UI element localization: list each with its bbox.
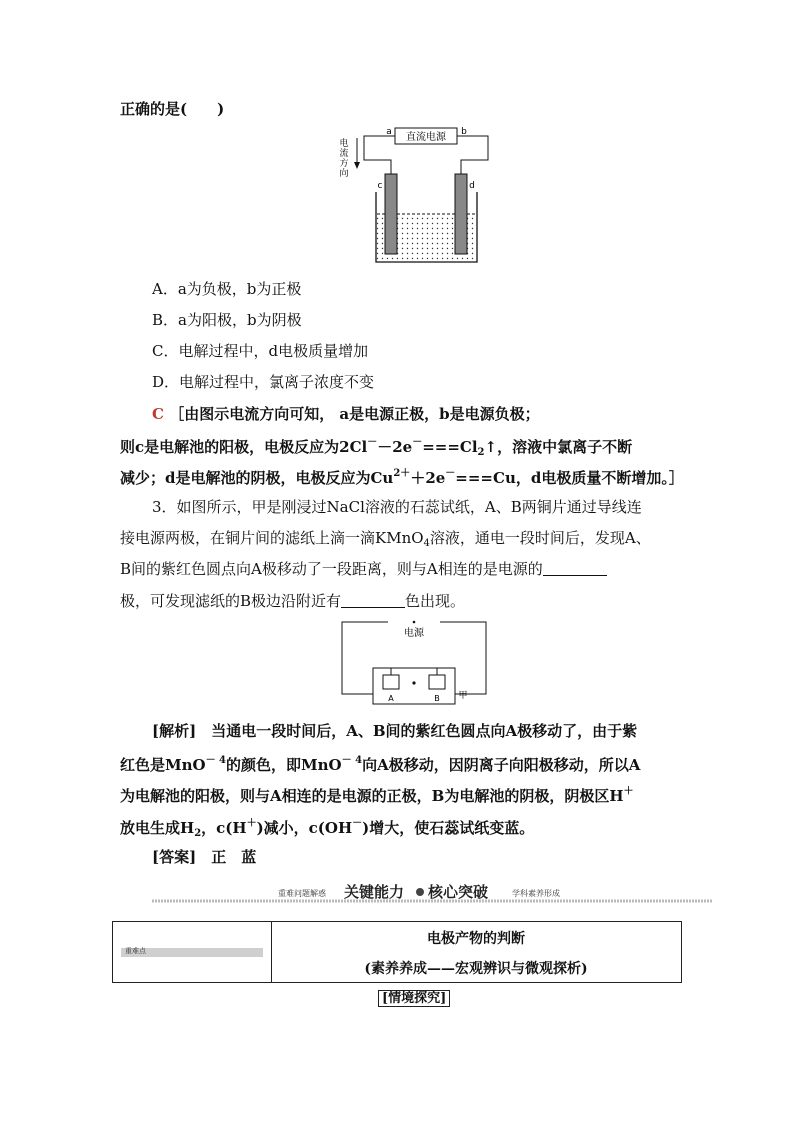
analysis-line4: 放电生成$H_2$，c(H＋)减小，c(OH－)增大，使石蕊试纸变蓝。 <box>120 818 535 839</box>
electrode-d-label: d <box>469 181 475 191</box>
terminal-a-label: a <box>386 127 392 137</box>
answer-tag: [答案] <box>152 848 197 866</box>
answer-explanation-line3: 减少；d是电解池的阴极，电极反应为$Cu^{2+}+2e^-===Cu$，d电极质量不断增加。］ <box>120 468 684 487</box>
electrolysis-diagram <box>336 122 516 267</box>
analysis-line1: [解析] 当通电一段时间后，A、B间的紫红色圆点向A极移动了，由于紫 <box>152 722 638 740</box>
purple-dot-icon <box>412 681 415 684</box>
electrode-c-label: c <box>377 181 383 191</box>
topic-title: 电极产物的判断 <box>427 931 525 947</box>
answer-letter: C <box>152 405 164 423</box>
copper-b-label: B <box>434 694 440 703</box>
option-c: C．电解过程中，d电极质量增加 <box>152 342 369 360</box>
option-d: D．电解过程中，氯离子浓度不变 <box>152 373 375 391</box>
terminal-b-label: b <box>461 127 467 137</box>
banner-left-text: 重难问题解惑 <box>278 889 326 898</box>
topic-badge: 重难点 <box>125 947 146 955</box>
answer-explanation-line2: 则c是电解池的阳极，电极反应为$2Cl^--2e^-===Cl_2↑$，溶液中氯离子不断 <box>120 437 633 458</box>
current-direction-label: 电流方向 <box>339 139 349 179</box>
analysis-line2: 红色是MnO$^{- 4}$的颜色，即MnO$^{- 4}$向A极移动，因阴离子向阳极移动，所以A <box>120 755 641 774</box>
copper-a-label: A <box>388 694 394 703</box>
analysis-line3: 为电解池的阳极，则与A相连的是电源的正极，B为电解池的阴极，阴极区H＋ <box>120 786 634 805</box>
banner-right-text: 学科素养形成 <box>512 889 560 898</box>
option-b: B．a为阳极，b为阴极 <box>152 311 302 329</box>
analysis-tag: [解析] <box>152 722 197 740</box>
power-label: 直流电源 <box>406 132 446 143</box>
section-banner <box>152 882 712 904</box>
q3-line2: 接电源两极，在铜片间的滤纸上滴一滴KMnO$_4$溶液，通电一段时间后，发现A、 <box>120 529 651 549</box>
q3-line1: 3．如图所示，甲是刚浸过NaCl溶液的石蕊试纸，A、B两铜片通过导线连 <box>152 498 642 516</box>
q3-line3: B间的紫红色圆点向A极移动了一段距离，则与A相连的是电源的 <box>120 558 607 579</box>
paper-jia-label: 甲 <box>458 691 468 701</box>
circuit-diagram <box>338 618 498 708</box>
answer-explanation-line1: C ［由图示电流方向可知， a是电源正极，b是电源负极； <box>152 405 540 423</box>
banner-title-2: 核心突破 <box>428 883 489 901</box>
topic-badge-cell <box>113 922 272 982</box>
question-stem-tail: 正确的是( ) <box>120 100 225 118</box>
topic-subtitle: (素养养成——宏观辨识与微观探析) <box>364 961 588 977</box>
answer-blank-1[interactable] <box>543 561 607 576</box>
q3-line4: 极，可发现滤纸的B极边沿附近有 色出现。 <box>120 592 466 610</box>
answer-blank-2[interactable] <box>341 593 405 608</box>
power-source-label: 电源 <box>404 628 424 639</box>
section-label: [情境探究] <box>378 990 450 1007</box>
option-a: A．a为负极，b为正极 <box>152 280 302 298</box>
banner-divider-icon <box>416 888 424 896</box>
answer-line: [答案] 正 蓝 <box>152 848 257 866</box>
topic-box <box>112 921 682 983</box>
banner-title-1: 关键能力 <box>344 883 405 901</box>
